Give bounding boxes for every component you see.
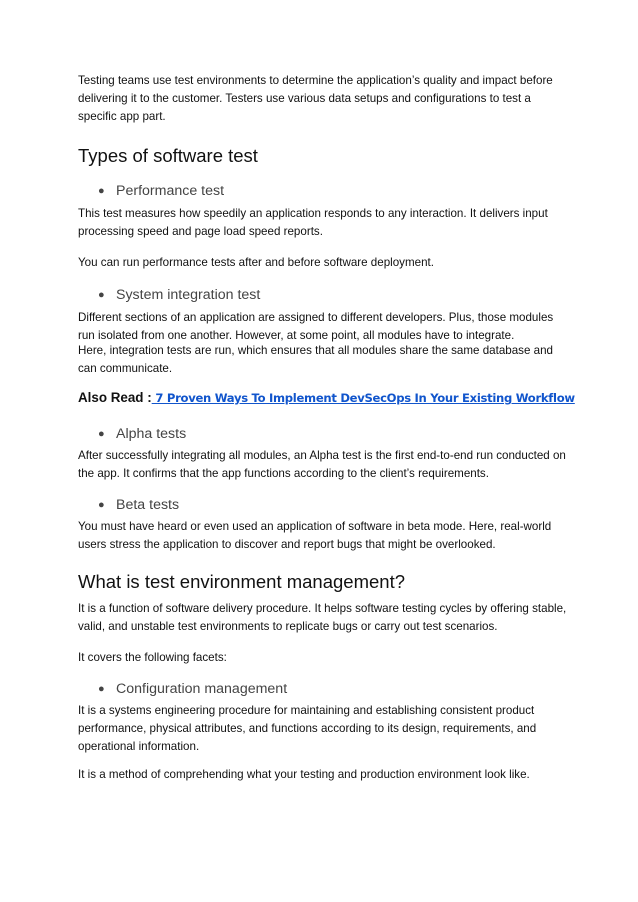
performance-paragraph-1: This test measures how speedily an application responds to any interaction. It delivers input processing speed and page load speed reports. bbox=[78, 207, 548, 239]
intro-paragraph: Testing teams use test environments to determine the application’s quality and impact before delivering it to the customer. Testers use various data setups and configurations to test a specific app part. bbox=[78, 74, 553, 124]
bullet-performance-test bbox=[98, 182, 224, 200]
tem-paragraph-2: It covers the following facets: bbox=[78, 651, 227, 664]
bullet-configuration-management bbox=[98, 680, 287, 698]
bullet-label: Configuration management bbox=[116, 681, 288, 697]
bullet-system-integration-test bbox=[98, 286, 260, 304]
bullet-dot-icon: ● bbox=[98, 289, 105, 301]
beta-paragraph: You must have heard or even used an application of software in beta mode. Here, real-world users stress the application to discover and report bugs that might be overlooked. bbox=[78, 520, 552, 552]
also-read-link[interactable]: 7 Proven Ways To Implement DevSecOps In Your Existing Workflow bbox=[151, 391, 575, 405]
system-integration-paragraph-2: Here, integration tests are run, which ensures that all modules share the same database and can communicate. bbox=[78, 344, 553, 376]
bullet-alpha-tests bbox=[98, 425, 186, 443]
bullet-dot-icon: ● bbox=[98, 683, 105, 695]
heading-types-of-software-test: Types of software test bbox=[78, 145, 258, 166]
bullet-label: Beta tests bbox=[116, 497, 180, 513]
alpha-paragraph: After successfully integrating all modules, an Alpha test is the first end-to-end run conducted on the app. It confirms that the app functions according to the client’s requirements. bbox=[78, 449, 566, 481]
bullet-dot-icon: ● bbox=[98, 499, 105, 511]
bullet-dot-icon: ● bbox=[98, 428, 105, 440]
config-paragraph-1: It is a systems engineering procedure for maintaining and establishing consistent product performance, physical attributes, and functions according to its design, requirements, and operational information. bbox=[78, 704, 537, 754]
performance-paragraph-2: You can run performance tests after and before software deployment. bbox=[78, 256, 434, 269]
bullet-beta-tests bbox=[98, 496, 179, 514]
bullet-dot-icon: ● bbox=[98, 185, 105, 197]
tem-paragraph-1: It is a function of software delivery procedure. It helps software testing cycles by offering stable, valid, and unstable test environments to replicate bugs or carry out test scenarios. bbox=[78, 602, 567, 634]
also-read-line bbox=[78, 388, 575, 408]
bullet-label: System integration test bbox=[116, 287, 261, 303]
system-integration-paragraph-1: Different sections of an application are assigned to different developers. Plus, those modules run isolated from one another. However, at some point, all modules have to integrate. bbox=[78, 311, 554, 343]
config-paragraph-2: It is a method of comprehending what your testing and production environment look like. bbox=[78, 768, 530, 781]
heading-test-environment-management: What is test environment management? bbox=[78, 571, 405, 592]
bullet-label: Performance test bbox=[116, 183, 225, 199]
also-read-label: Also Read : bbox=[78, 390, 152, 405]
bullet-label: Alpha tests bbox=[116, 426, 187, 442]
